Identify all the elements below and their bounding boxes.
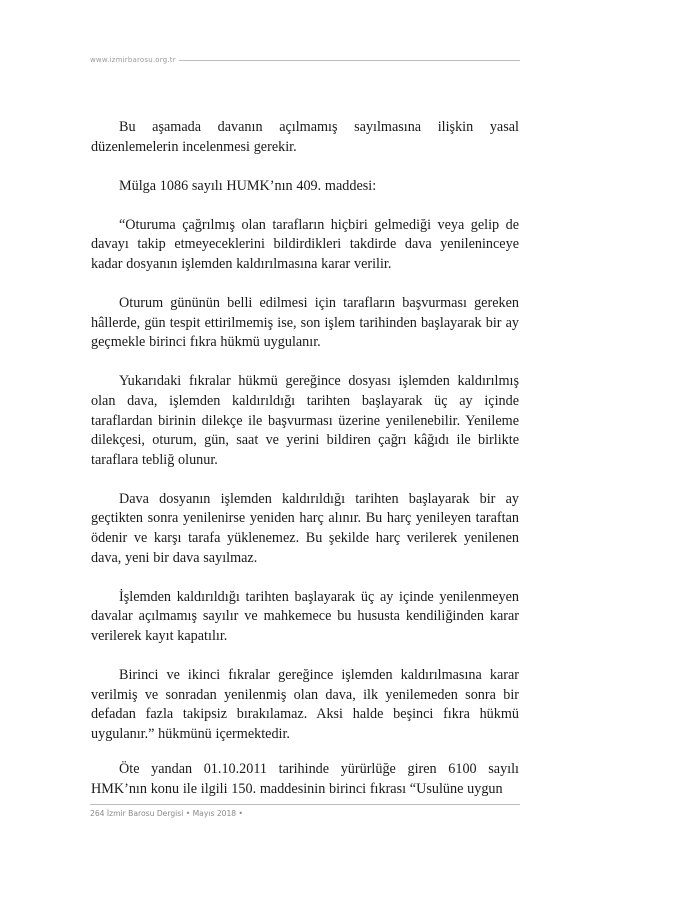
page-header [90, 54, 520, 66]
footer-text: 264 İzmir Barosu Dergisi • Mayıs 2018 • [90, 808, 244, 818]
header-url: www.izmirbarosu.org.tr [90, 56, 176, 64]
paragraph: Mülga 1086 sayılı HUMK’nın 409. maddesi: [119, 177, 377, 194]
paragraph: Bu aşamada davanın açılmamış sayılmasına ilişkin yasal düzenlemelerin incelenmesi gerekir. [91, 119, 519, 155]
paragraph: Birinci ve ikinci fıkralar gereğince işlemden kaldırılmasına karar verilmiş ve sonradan yenilenmiş olan dava, ilk yenilemeden sonra bir defadan fazla takipsiz bırakılamaz. Aksi halde beşinci fıkra hükmü uygulanır.” hükmünü içermektedir. [91, 666, 519, 742]
body-text [91, 118, 519, 764]
paragraph: İşlemden kaldırıldığı tarihten başlayarak üç ay içinde yenilenmeyen davalar açılmamış sayılır ve mahkemece bu hususta kendiliğinden karar verilerek kayıt kapatılır. [91, 588, 519, 644]
paragraph: “Oturuma çağrılmış olan tarafların hiçbiri gelmediği veya gelip de davayı takip etmeyeceklerini bildirdikleri takdirde dava yenileninceye kadar dosyanın işlemden kaldırılmasına karar verilir. [91, 216, 519, 272]
body-text-continued [91, 760, 519, 799]
paragraph: Oturum gününün belli edilmesi için tarafların başvurması gereken hâllerde, gün tespit ettirilmemiş ise, son işlem tarihinden başlayarak bir ay geçmekle birinci fıkra hükmü uygulanır. [91, 295, 519, 351]
paragraph: Öte yandan 01.10.2011 tarihinde yürürlüğe giren 6100 sayılı HMK’nın konu ile ilgili 150. maddesinin birinci fıkrası “Usulüne uygun [91, 761, 519, 797]
page-footer [90, 804, 520, 819]
header-rule [179, 60, 520, 61]
paragraph: Dava dosyanın işlemden kaldırıldığı tarihten başlayarak bir ay geçtikten sonra yenilenirse yeniden harç alınır. Bu harç yenileyen taraftan ödenir ve karşı tarafa yüklenemez. Bu şekilde harç verilerek yenilenen dava, yeni bir dava sayılmaz. [91, 490, 519, 566]
paragraph: Yukarıdaki fıkralar hükmü gereğince dosyası işlemden kaldırılmış olan dava, işlemden kaldırıldığı tarihten başlayarak üç ay içinde taraflardan birinin dilekçe ile başvurması üzerine yenilenebilir. Yenileme dilekçesi, oturum, gün, saat ve yerini bildiren çağrı kâğıdı ile birlikte taraflara tebliğ olunur. [91, 373, 519, 468]
